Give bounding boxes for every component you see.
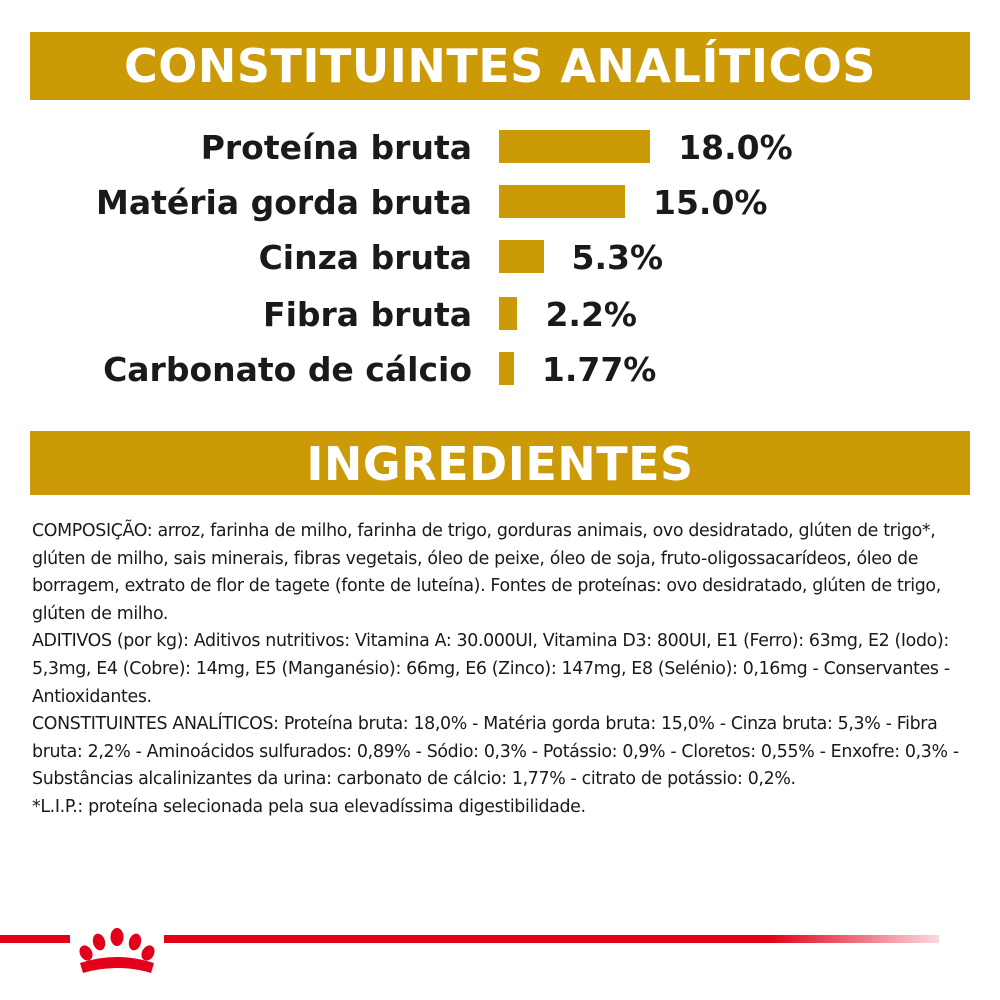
analytic-row-value: 15.0% <box>653 183 768 222</box>
analytic-row-value: 1.77% <box>541 350 657 389</box>
analytic-row-bar <box>499 185 625 218</box>
analytic-row-bar <box>499 240 544 273</box>
analytic-row-bar <box>499 130 650 163</box>
analytic-row-label: Carbonato de cálcio <box>103 350 472 389</box>
analytic-row <box>0 175 1000 231</box>
footnote-paragraph: *L.I.P.: proteína selecionada pela sua elevadíssima digestibilidade. <box>32 796 586 817</box>
additives-paragraph: ADITIVOS (por kg): Aditivos nutritivos: Vitamina A: 30.000UI, Vitamina D3: 800UI, E1 (Ferro): 63mg, E2 (Iodo): 5,3mg, E4 (Cobre): 14mg, E5 (Manganésio): 66mg, E6 (Zinco): 147mg, E8 (Selénio): 0,16mg - Conservantes - Antioxidantes. <box>32 631 950 707</box>
analytic-row-bar <box>499 297 517 330</box>
footer-red-line-right <box>164 935 939 943</box>
footer-red-line-left <box>0 935 70 943</box>
composition-paragraph: COMPOSIÇÃO: arroz, farinha de milho, farinha de trigo, gorduras animais, ovo desidratado, glúten de trigo*, glúten de milho, sais minerais, fibras vegetais, óleo de peixe, óleo de soja, fruto-oligossacarídeos, óleo de borragem, extrato de flor de tagete (fonte de luteína). Fontes de proteínas: ovo desidratado, glúten de trigo, glúten de milho. <box>32 521 941 624</box>
analytic-row-label: Matéria gorda bruta <box>96 183 472 222</box>
ingredients-text <box>32 518 977 822</box>
analytic-row-bar <box>499 352 514 385</box>
ingredients-heading: INGREDIENTES <box>30 431 970 495</box>
analytic-row <box>0 342 1000 398</box>
analytic-row <box>0 230 1000 286</box>
analytic-row-label: Cinza bruta <box>258 238 472 277</box>
analytic-row-label: Fibra bruta <box>263 295 472 334</box>
analytic-constituents-paragraph: CONSTITUINTES ANALÍTICOS: Proteína bruta: 18,0% - Matéria gorda bruta: 15,0% - Cinza bruta: 5,3% - Fibra bruta: 2,2% - Aminoácidos sulfurados: 0,89% - Sódio: 0,3% - Potássio: 0,9% - Cloretos: 0,55% - Enxofre: 0,3% - Substâncias alcalinizantes da urina: carbonato de cálcio: 1,77% - citrato de potássio: 0,2%. <box>32 714 959 790</box>
analytic-row-value: 2.2% <box>545 295 637 334</box>
royal-canin-crown-icon <box>72 913 162 979</box>
analytic-row-value: 18.0% <box>678 128 793 167</box>
analytic-row-label: Proteína bruta <box>200 128 472 167</box>
analytic-constituents-heading: CONSTITUINTES ANALÍTICOS <box>30 32 970 100</box>
analytic-row-value: 5.3% <box>571 238 664 277</box>
analytic-row <box>0 287 1000 343</box>
analytic-row <box>0 120 1000 176</box>
